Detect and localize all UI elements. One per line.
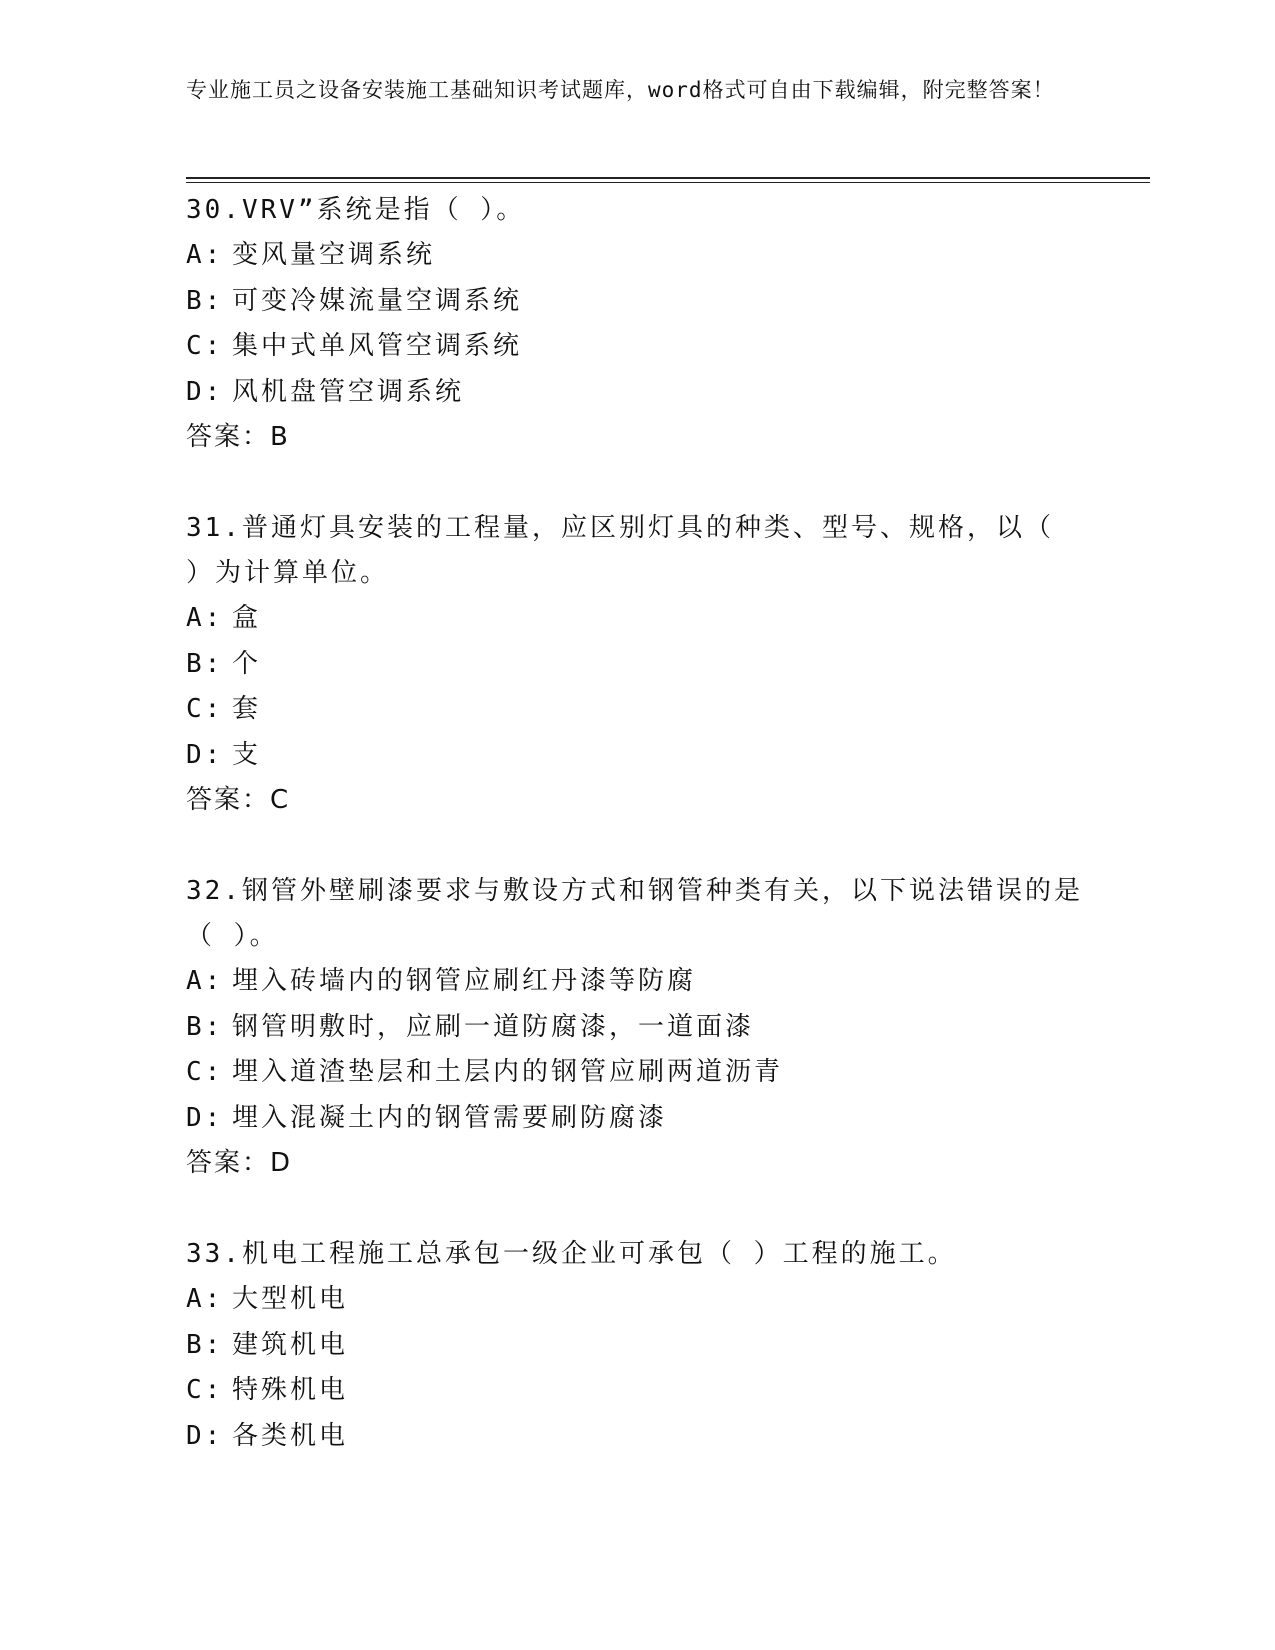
option-text: 埋入道渣垫层和土层内的钢管应刷两道沥青 <box>232 1057 784 1087</box>
question-30 <box>186 188 1086 460</box>
option-text: 支 <box>232 739 262 770</box>
question-text: 33.机电工程施工总承包一级企业可承包（ ）工程的施工。 <box>186 1239 957 1269</box>
option-key: B: <box>186 1329 224 1360</box>
option-d <box>186 733 1086 779</box>
option-a <box>186 1277 1086 1323</box>
option-key: A: <box>186 240 224 270</box>
question-32 <box>186 869 1086 1186</box>
option-key: A: <box>186 1284 224 1314</box>
option-key: D: <box>186 739 224 770</box>
option-c <box>186 324 1086 370</box>
option-text: 集中式单风管空调系统 <box>232 331 523 361</box>
option-d <box>186 1096 1086 1142</box>
option-key: D: <box>186 376 224 407</box>
option-key: C: <box>186 1057 224 1087</box>
option-text: 大型机电 <box>232 1284 349 1314</box>
option-text: 套 <box>232 694 262 724</box>
option-a <box>186 233 1086 279</box>
option-key: C: <box>186 331 224 361</box>
option-b <box>186 1005 1086 1051</box>
option-key: C: <box>186 694 224 724</box>
option-text: 埋入砖墙内的钢管应刷红丹漆等防腐 <box>232 966 697 996</box>
option-text: 各类机电 <box>232 1420 349 1451</box>
question-31 <box>186 506 1086 823</box>
option-key: C: <box>186 1375 224 1405</box>
option-key: D: <box>186 1420 224 1451</box>
header-divider-thin <box>186 182 1150 183</box>
document-header: 专业施工员之设备安装施工基础知识考试题库，word格式可自由下载编辑，附完整答案！ <box>186 78 1055 102</box>
option-b <box>186 1323 1086 1369</box>
option-c <box>186 687 1086 733</box>
header-divider-thick <box>186 177 1150 179</box>
option-text: 钢管明敷时，应刷一道防腐漆，一道面漆 <box>232 1011 755 1042</box>
option-text: 建筑机电 <box>232 1329 349 1360</box>
option-key: B: <box>186 285 224 316</box>
option-text: 埋入混凝土内的钢管需要刷防腐漆 <box>232 1102 668 1133</box>
option-text: 盒 <box>232 603 262 633</box>
option-a <box>186 959 1086 1005</box>
option-a <box>186 596 1086 642</box>
option-text: 个 <box>232 648 262 679</box>
question-33 <box>186 1232 1086 1459</box>
question-text: 32.钢管外壁刷漆要求与敷设方式和钢管种类有关，以下说法错误的是（ ）。 <box>186 876 1083 951</box>
option-b <box>186 279 1086 325</box>
option-d <box>186 1414 1086 1460</box>
option-c <box>186 1368 1086 1414</box>
answer-text: 答案：D <box>186 1148 293 1178</box>
option-key: A: <box>186 603 224 633</box>
answer-text: 答案：B <box>186 422 290 452</box>
option-key: B: <box>186 648 224 679</box>
option-text: 特殊机电 <box>232 1375 349 1405</box>
option-key: A: <box>186 966 224 996</box>
option-b <box>186 642 1086 688</box>
option-key: D: <box>186 1102 224 1133</box>
option-c <box>186 1050 1086 1096</box>
question-text: 30.VRV”系统是指（ ）。 <box>186 195 526 225</box>
option-text: 风机盘管空调系统 <box>232 376 465 407</box>
option-text: 可变冷媒流量空调系统 <box>232 285 523 316</box>
option-d <box>186 370 1086 416</box>
question-text: 31.普通灯具安装的工程量，应区别灯具的种类、型号、规格，以（ ）为计算单位。 <box>186 513 1054 588</box>
question-list <box>186 188 1086 1505</box>
option-text: 变风量空调系统 <box>232 240 436 270</box>
option-key: B: <box>186 1011 224 1042</box>
answer-text: 答案：C <box>186 785 291 815</box>
